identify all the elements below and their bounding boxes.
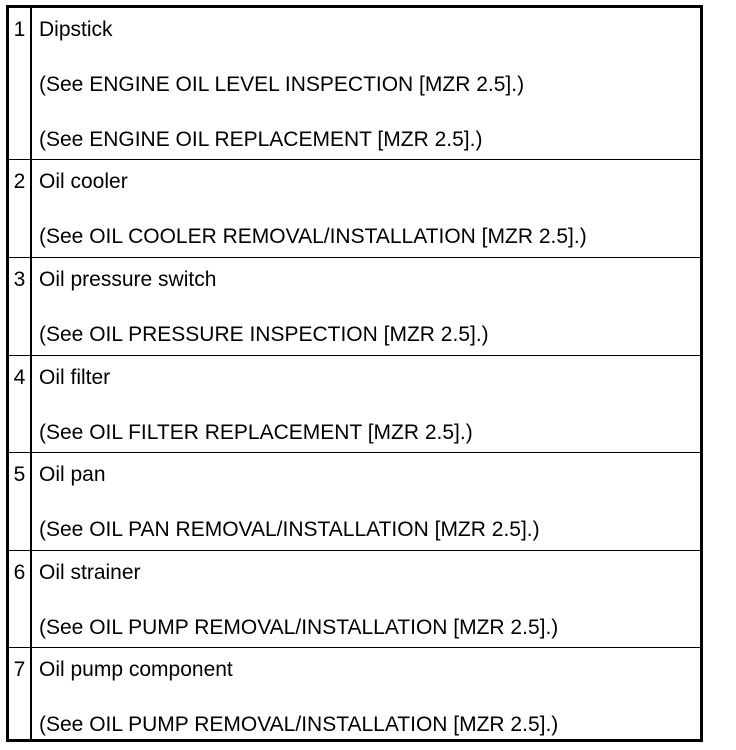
table-row: [9, 647, 700, 739]
reference-link[interactable]: (See OIL PAN REMOVAL/INSTALLATION [MZR 2.5].): [39, 518, 540, 542]
item-name: Oil pump component: [39, 658, 233, 682]
table-row: [9, 550, 700, 648]
table-row: [9, 452, 700, 550]
item-number: 3: [9, 258, 32, 355]
reference-link[interactable]: (See OIL PUMP REMOVAL/INSTALLATION [MZR 2.5].): [39, 713, 559, 737]
item-number: 2: [9, 160, 32, 257]
table-row: [9, 355, 700, 453]
reference-link[interactable]: (See OIL PUMP REMOVAL/INSTALLATION [MZR 2.5].): [39, 615, 559, 639]
item-name: Oil filter: [39, 365, 111, 389]
item-content: [32, 648, 700, 739]
reference-link[interactable]: (See OIL FILTER REPLACEMENT [MZR 2.5].): [39, 420, 473, 444]
reference-link[interactable]: (See OIL COOLER REMOVAL/INSTALLATION [MZR 2.5].): [39, 225, 587, 249]
table-row: [9, 257, 700, 355]
item-name: Oil cooler: [39, 170, 128, 194]
item-number: 6: [9, 551, 32, 648]
item-number: 4: [9, 356, 32, 453]
item-name: Dipstick: [39, 18, 113, 41]
item-name: Oil pan: [39, 463, 106, 487]
reference-link[interactable]: (See OIL PRESSURE INSPECTION [MZR 2.5].): [39, 322, 489, 346]
item-number: 7: [9, 648, 32, 739]
reference-link[interactable]: (See ENGINE OIL LEVEL INSPECTION [MZR 2.5].): [39, 73, 525, 96]
item-number: 5: [9, 453, 32, 550]
table-row: [9, 8, 700, 159]
item-number: 1: [9, 8, 32, 159]
reference-link[interactable]: (See ENGINE OIL REPLACEMENT [MZR 2.5].): [39, 128, 483, 151]
item-content: [32, 453, 700, 550]
item-name: Oil pressure switch: [39, 267, 217, 291]
item-content: [32, 551, 700, 648]
item-content: [32, 258, 700, 355]
parts-reference-table: [6, 5, 703, 742]
item-content: [32, 356, 700, 453]
item-content: [32, 8, 700, 159]
item-content: [32, 160, 700, 257]
table-row: [9, 159, 700, 257]
item-name: Oil strainer: [39, 560, 141, 584]
